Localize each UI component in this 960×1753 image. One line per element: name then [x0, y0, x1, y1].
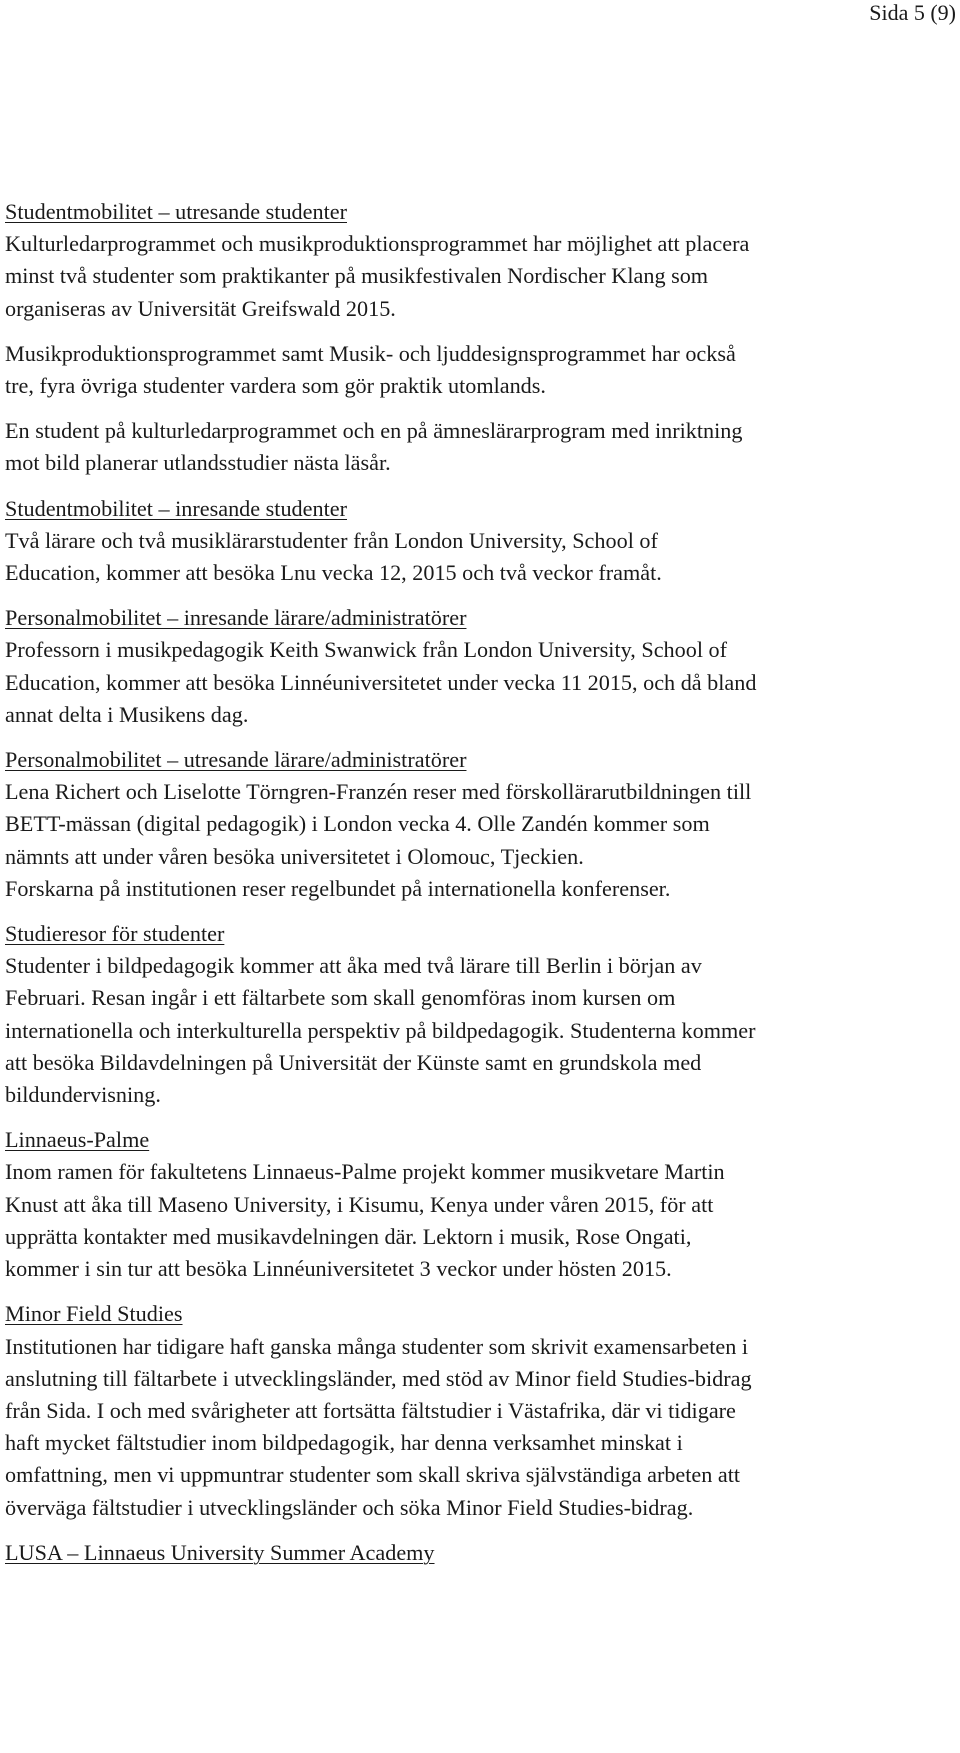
text-line: Inom ramen för fakultetens Linnaeus-Palme projekt kommer musikvetare Martin [5, 1159, 725, 1185]
text-line: Professorn i musikpedagogik Keith Swanwick från London University, School of [5, 637, 728, 663]
text-line: Kulturledarprogrammet och musikproduktionsprogrammet har möjlighet att placera [5, 231, 750, 257]
section-heading: LUSA – Linnaeus University Summer Academy [5, 1539, 435, 1565]
text-line: mot bild planerar utlandsstudier nästa läsår. [5, 450, 391, 476]
section-heading: Linnaeus-Palme [5, 1127, 150, 1153]
text-line: nämnts att under våren besöka universitetet i Olomouc, Tjeckien. [5, 843, 584, 869]
text-line: internationella och interkulturella perspektiv på bildpedagogik. Studenterna kommer [5, 1017, 756, 1043]
text-line: haft mycket fältstudier inom bildpedagogik, har denna verksamhet minskat i [5, 1430, 683, 1456]
text-line: Lena Richert och Liselotte Törngren-Franzén reser med förskollärarutbildningen till [5, 779, 752, 805]
paragraph [5, 634, 955, 731]
text-line: omfattning, men vi uppmuntrar studenter som skall skriva självständiga arbeten att [5, 1462, 741, 1488]
text-line: överväga fältstudier i utvecklingsländer och söka Minor Field Studies-bidrag. [5, 1494, 694, 1520]
text-line: kommer i sin tur att besöka Linnéuniversitetet 3 veckor under hösten 2015. [5, 1256, 672, 1282]
text-line: BETT-mässan (digital pedagogik) i London vecka 4. Olle Zandén kommer som [5, 811, 710, 837]
text-line: från Sida. I och med svårigheter att fortsätta fältstudier i Västafrika, där vi tidigare [5, 1397, 736, 1423]
text-line: Musikproduktionsprogrammet samt Musik- och ljuddesignsprogrammet har också [5, 340, 736, 366]
paragraph [5, 338, 955, 402]
document-section [5, 744, 955, 905]
section-heading: Minor Field Studies [5, 1301, 183, 1327]
text-line: organiseras av Universität Greifswald 2015. [5, 295, 396, 321]
paragraph [5, 1331, 955, 1524]
section-heading: Personalmobilitet – utresande lärare/administratörer [5, 747, 467, 773]
text-line: Education, kommer att besöka Lnu vecka 12, 2015 och två veckor framåt. [5, 560, 662, 586]
text-line: Knust att åka till Maseno University, i Kisumu, Kenya under våren 2015, för att [5, 1191, 714, 1217]
text-line: anslutning till fältarbete i utvecklingsländer, med stöd av Minor field Studies-bidrag [5, 1365, 752, 1391]
document-section [5, 602, 955, 731]
document-section [5, 1124, 955, 1285]
document-section [5, 918, 955, 1111]
text-line: En student på kulturledarprogrammet och en på ämneslärarprogram med inriktning [5, 418, 743, 444]
document-body [5, 196, 955, 1582]
text-line: Institutionen har tidigare haft ganska många studenter som skrivit examensarbeten i [5, 1333, 749, 1359]
document-section [5, 493, 955, 590]
document-section [5, 1298, 955, 1523]
text-line: Två lärare och två musiklärarstudenter från London University, School of [5, 527, 658, 553]
paragraph [5, 525, 955, 589]
page-number: Sida 5 (9) [869, 0, 956, 25]
document-section [5, 1537, 955, 1569]
text-line: upprätta kontakter med musikavdelningen där. Lektorn i musik, Rose Ongati, [5, 1223, 692, 1249]
text-line: att besöka Bildavdelningen på Universität der Künste samt en grundskola med [5, 1049, 702, 1075]
paragraph [5, 950, 955, 1111]
paragraph [5, 415, 955, 479]
section-heading: Personalmobilitet – inresande lärare/administratörer [5, 605, 467, 631]
document-section [5, 196, 955, 480]
text-line: Februari. Resan ingår i ett fältarbete som skall genomföras inom kursen om [5, 985, 676, 1011]
text-line: Forskarna på institutionen reser regelbundet på internationella konferenser. [5, 875, 671, 901]
section-heading: Studieresor för studenter [5, 921, 225, 947]
paragraph [5, 1156, 955, 1285]
text-line: annat delta i Musikens dag. [5, 701, 249, 727]
section-heading: Studentmobilitet – inresande studenter [5, 495, 347, 521]
text-line: minst två studenter som praktikanter på musikfestivalen Nordischer Klang som [5, 263, 709, 289]
paragraph [5, 228, 955, 325]
text-line: Studenter i bildpedagogik kommer att åka med två lärare till Berlin i början av [5, 953, 702, 979]
text-line: Education, kommer att besöka Linnéuniversitetet under vecka 11 2015, och då bland [5, 669, 757, 695]
text-line: tre, fyra övriga studenter vardera som gör praktik utomlands. [5, 373, 546, 399]
section-heading: Studentmobilitet – utresande studenter [5, 199, 347, 224]
paragraph [5, 776, 955, 905]
text-line: bildundervisning. [5, 1082, 161, 1108]
